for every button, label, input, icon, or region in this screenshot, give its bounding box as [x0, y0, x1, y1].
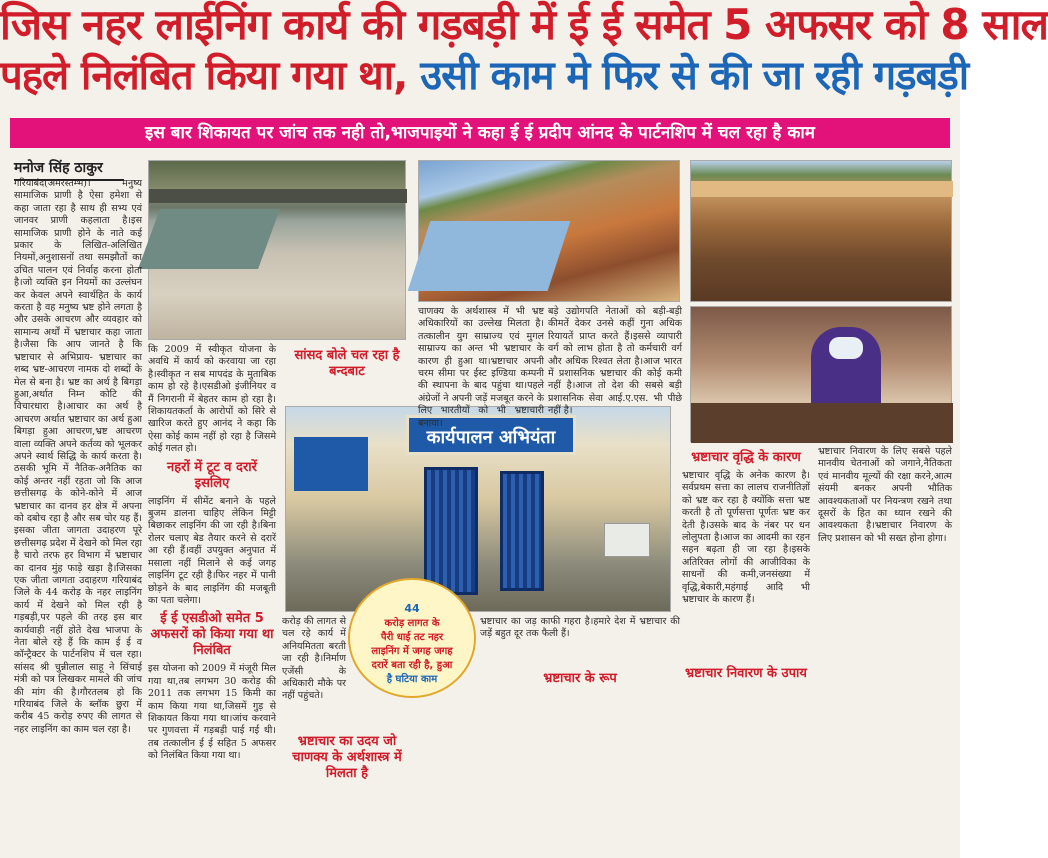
- column-2b-text: लाइनिंग में सीमेंट बनाने के पहले बुजम डालना चाहिए लेकिन मिट्टी बिछाकर लाइनिंग की जा रही है।बिना रोलर चलाए बेड तैयार करने से दरारें आ रही हैं।वहीं उपयुक्त अनुपात में मसाला नहीं मिलाने से कई जगह लाइनिंग टूट रही है।फिर नहर में पानी छोड़ने के बाद लाइनिंग की मजबूती का पता चलेगा।: [148, 495, 276, 606]
- subhead-suspended: ई ई एसडीओ समेत 5 अफसरों को किया गया था निलंबित: [150, 611, 274, 659]
- article-column-4b: [548, 306, 682, 417]
- callout-line-3: लाइनिंग में जगह जगह: [371, 646, 453, 657]
- subhead-forms: भ्रष्टाचार के रूप: [543, 670, 617, 686]
- subhead-mp: सांसद बोले चल रहा है बन्दबाट: [294, 348, 400, 379]
- callout-line-2: पैरी धाई तट नहर: [380, 632, 444, 643]
- subheadline-bar: इस बार शिकायत पर जांच तक नही तो,भाजपाइयों ने कहा ई ई प्रदीप आंनद के पार्टनशिप में चल रहा है काम: [10, 118, 950, 148]
- officer-photo: [690, 306, 952, 442]
- canal-photo-3: [690, 160, 952, 302]
- column-2a-text: कि 2009 में स्वीकृत योजना के अवधि में कार्य को करवाया जा रहा है।स्वीकृत न सब मापदंड के मुताबिक काम हो रहे है।एसडीओ इंजीनियर व मैं निगरानी में बेहतर काम हो रहा है।शिकायतकर्ता के आरोपों को सिरे से खारिज करते हुए आनंद ने कहा कि ऐसा कोई काम नहीं हो रहा है जिसमे कोई गलत हो।: [148, 344, 276, 455]
- air-conditioner-unit: [604, 523, 650, 557]
- water-shape: [408, 221, 571, 291]
- article-column-2: [148, 344, 276, 850]
- byline: मनोज सिंह ठाकुर: [14, 158, 124, 181]
- column-1-text: गरियाबंद(अमरस्तम्भ)। मनुष्य सामाजिक प्राणी है ऐसा हमेशा से कहा जाता रहा है साथ ही सभ्य एवं जानवर प्राणी कहलाता है।इस सामाजिक प्राणी होने के नाते कई प्रकार के लिखित-अलिखित नियमों,अनुशासनों तथा समझौतों का उचित पालन एवं निर्वाह करना होता है।जो व्यक्ति इन नियमों का उल्लंघन कर केवल अपने स्वार्थहित के कार्य करता है वह मनुष्य भ्रष्ट होने लगता है और उसके आचरण और व्यवहार को सामान्य अर्थों में भ्रष्टाचार कहा जाता है।जैसा कि आप जानते है कि भ्रष्टाचार से अभिप्राय- भ्रष्टाचार का शब्द भ्रष्ट-आचरण नामक दो शब्दों के मेल से बना है। भ्रष्ट का अर्थ है बिगड़ा हुआ,अर्थात निम्न कोटि की विचारधारा है।आचार का अर्थ है आचरण अर्थात भ्रष्टाचार का अर्थ हुआ बिगड़ा हुआ आचरण,भ्रष्ट आचरण वाला व्यक्ति अपने कर्तव्य को भूलकर अपने स्वार्थ सिद्धि के कार्य करता है।ठसकी भूमि में नैतिक-अनैतिक का कोई अन्तर नहीं रहता जो कि आज छत्तीसगढ़ के कोने-कोने में आज भ्रष्टाचार का दानव हर क्षेत्र में अपना को दबोच रहा है और सब चोर यह हैं।इसका जीता जागता उदाहरण पूरे छत्तीसगढ़ प्रदेश में देखने को मिल रहा है चारो तरफ हर विभाग में भ्रष्टाचार का दानव मुंह फाड़े खड़ा है।जिसका एक जीता जागता उदाहरण गरियाबंद जिले के 44 करोड़ के नहर लाइनिंग कार्य में देखने को मिल रही है गड़बड़ी,पर पहले की तरह इस बार कार्यवाही नहीं होते देख भाजपा के नेता बोले रहे हैं कि काम ई ई व कॉन्ट्रैक्टर के पार्टनशिप में चल रहा।सांसद श्री चुन्नीलाल साहू ने सिंचाई मंत्री को पत्र लिखकर मामले की जांच की मांग की है।गौरतलब हो कि गरियाबंद जिले के ब्लॉक छुरा में करीब 45 करोड़ रुपए की लागत से नहर लाइनिंग का काम चल रहा है।: [14, 178, 142, 735]
- callout-crore: 44: [404, 602, 420, 615]
- headline-line-2: [0, 53, 969, 99]
- headline-line-2-blue: उसी काम मे फिर से की जा रही गड़बड़ी: [420, 53, 969, 99]
- subhead-chanakya: भ्रष्टाचार का उदय जो चाणक्य के अर्थशास्त्र में मिलता है: [292, 734, 402, 781]
- article-column-4c: [480, 616, 680, 850]
- column-3b-text: करोड़ की लागत से चल रहे कार्य में अनियमितता बरती जा रही है।निर्माण एजेंसी के अधिकारी मौके पर नहीं पहुंचते।: [282, 616, 346, 702]
- desk-shape: [691, 403, 953, 443]
- column-4c-text: भ्रष्टाचार का जड़ काफी गहरा है।हमारे देश में भ्रष्टाचार की जड़ें बहुत दूर तक फैली हैं।: [480, 616, 680, 640]
- article-column-3-b: [282, 616, 346, 726]
- article-column-5a: [682, 446, 810, 850]
- face-mask-icon: [829, 337, 863, 359]
- column-5b-text: भ्रष्टाचार निवारण के लिए सबसे पहले मानवीय चेतनाओं को जगाने,नैतिकता एवं मानवीय मूल्यों की रक्षा करने,आत्म संयमी बनकर अपनी भौतिक आवश्यकताओं पर नियन्त्रण रखने तथा दूसरों के हित का ध्यान रखने की आवश्यकता है।भ्रष्टाचार निवारण के लिए प्रशासन को भी सख्त होना होगा।: [818, 446, 952, 544]
- callout-line-4: दरारें बता रही है, हुआ: [371, 660, 453, 671]
- canal-photo-1: [148, 160, 406, 340]
- column-2c-text: इस योजना को 2009 में मंजूरी मिल गया था,तब लगभग 30 करोड़ की 2011 तक लगभग 15 किमी का काम किया गया था,जिसमें गुड़ से शिकायत किया गया था।जांच करवाने पर गुणवत्ता में गड़बड़ी पाई गई थी।तब तत्कालीन ई ई सहित 5 अफसर को निलंबित किया गया था।: [148, 663, 276, 762]
- subhead-causes: भ्रष्टाचार वृद्धि के कारण: [691, 450, 801, 465]
- column-4a-text: चाणक्य के अर्थशास्त्र में भी भ्रष्ट अधिकारियों का उल्लेख मिलता है।तत्कालीन युग साम्राज्य एवं मुगल साम्राज्य का अन्त भी भ्रष्टाचार के कारण ही हुआ था।भ्रष्टाचार अपनी चरम सीमा पर ईस्ट इण्डिया कम्पनी की स्थापना के बाद पहुंचा था।पहले अंग्रेजों ने अपनी जड़ें मजबूत करने के लिए भारतीयों को भी भ्रष्टाचारी बनाया।: [418, 306, 544, 429]
- article-column-3-top: [282, 344, 412, 404]
- door-grille-2: [500, 471, 544, 591]
- article-column-5b: [818, 446, 952, 850]
- office-building-photo: [285, 406, 671, 612]
- headline-line-2-red: पहले निलंबित किया गया था,: [0, 53, 408, 99]
- article-column-4a: [418, 306, 544, 429]
- water-shape: [691, 181, 953, 197]
- callout-line-1: करोड़ लागत के: [384, 618, 440, 629]
- office-side-sign: [294, 437, 368, 491]
- article-column-1: [14, 178, 142, 850]
- headline-line-1: जिस नहर लाईनिंग कार्य की गड़बड़ी में ई ई समेत 5 अफसर को 8 साल: [0, 0, 1048, 49]
- door-grille-1: [424, 467, 478, 595]
- subhead-remedies: भ्रष्टाचार निवारण के उपाय: [685, 666, 807, 682]
- column-4b-text: बड़े उद्योगपति नेताओं को बड़ी-बड़ी कीमतें देकर उनसे कहीं गुना अधिक रियायतें प्राप्त करते हैं।इससे व्यापारी वर्ग को लाभ होता है तो कर्मचारी वर्ग और अधिक रिश्वत लेता है।आज भारत में प्रशासनिक भ्रष्टाचार की कोई कमी नहीं है।आज तो देश की सबसे बड़ी प्रशासनिक सेवा आई.ए.एस. भी पीछे नहीं है।: [548, 306, 682, 417]
- crore-callout: [348, 578, 476, 698]
- callout-line-5: है घटिया काम: [386, 674, 438, 685]
- canal-photo-2: [418, 160, 680, 302]
- office-board: कार्यपालन अभियंता: [406, 415, 576, 455]
- water-shape: [138, 209, 280, 269]
- column-5a-text: भ्रष्टाचार वृद्धि के अनेक कारण है।सर्वप्रथम सत्ता का लालच राजनीतिज्ञों को भ्रष्ट कर रहा है क्योंकि सत्ता भ्रष्ट करती है तो पूर्णसत्ता पूर्णतः भ्रष्ट कर देती है।उसके बाद के नंबर पर धन लोलुपता है।आज का आदमी का रहन सहन बढ़ता ही जा रहा है।इसके अतिरिक्त लोगों की आजीविका के साधनों की कमी,जनसंख्या में वृद्धि,बेकारी,महंगाई आदि भी भ्रष्टाचार के कारण हैं।: [682, 470, 810, 606]
- bridge-shape: [149, 189, 407, 203]
- subhead-cracks: नहरों में टूट व दरारें इसलिए: [167, 459, 257, 491]
